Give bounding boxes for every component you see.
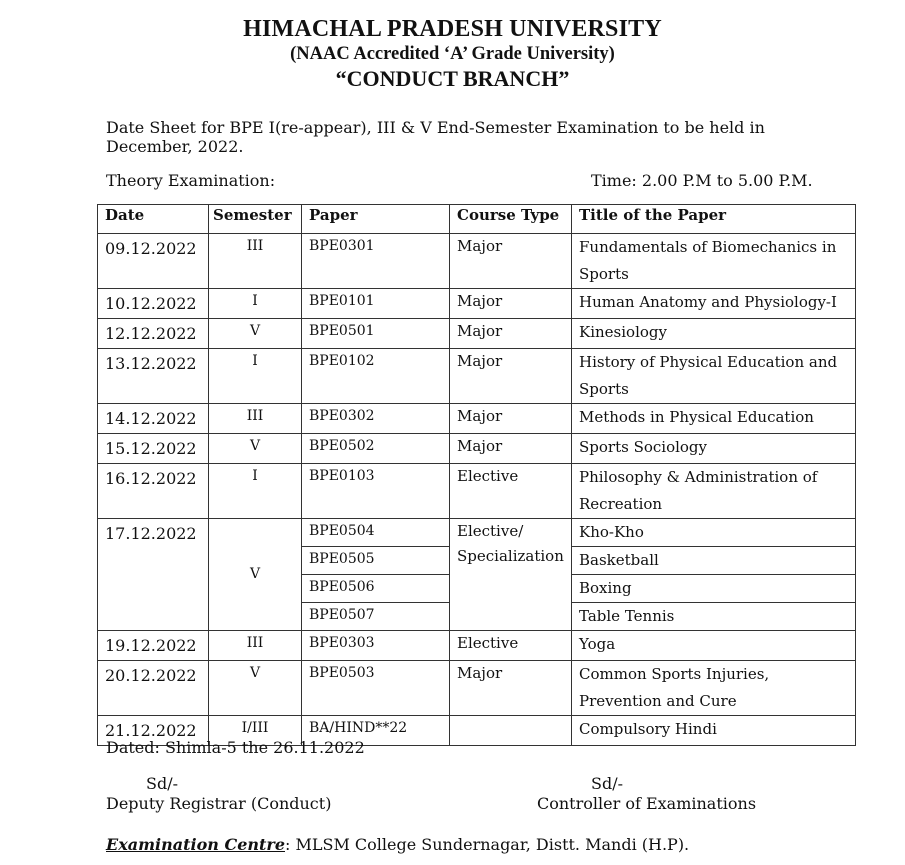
- cell-paper: BA/HIND**22: [302, 716, 450, 746]
- accreditation-line: (NAAC Accredited ‘A’ Grade University): [290, 44, 615, 64]
- course-type-line-1: Elective/: [457, 522, 524, 540]
- cell-course-type: Major: [450, 434, 572, 464]
- cell-paper: BPE0503: [302, 661, 450, 716]
- cell-date: 15.12.2022: [98, 434, 209, 464]
- theory-label: Theory Examination:: [106, 171, 276, 190]
- cell-paper: BPE0102: [302, 349, 450, 404]
- table-row: [98, 289, 856, 319]
- cell-paper: BPE0301: [302, 234, 450, 289]
- cell-semester: V: [209, 434, 302, 464]
- header-title: Title of the Paper: [572, 205, 856, 234]
- cell-date: 10.12.2022: [98, 289, 209, 319]
- cell-semester: I: [209, 464, 302, 519]
- cell-course-type: [450, 519, 572, 631]
- cell-paper: BPE0506: [302, 575, 450, 603]
- cell-date: 16.12.2022: [98, 464, 209, 519]
- cell-course-type: Elective: [450, 464, 572, 519]
- cell-title: Sports Sociology: [572, 434, 856, 464]
- cell-title: Kho-Kho: [572, 519, 856, 547]
- cell-date: 21.12.2022: [98, 716, 209, 746]
- examination-centre-label: Examination Centre: [106, 835, 285, 854]
- cell-paper: BPE0302: [302, 404, 450, 434]
- cell-title: Human Anatomy and Physiology-I: [572, 289, 856, 319]
- intro-line-2: December, 2022.: [106, 137, 244, 156]
- table-row: [98, 464, 856, 519]
- signature-left: Sd/-: [146, 774, 178, 793]
- header-date: Date: [98, 205, 209, 234]
- table-row: [98, 661, 856, 716]
- table-row: [98, 319, 856, 349]
- cell-title: Common Sports Injuries, Prevention and Cure: [572, 661, 856, 716]
- university-title: HIMACHAL PRADESH UNIVERSITY: [243, 16, 662, 42]
- cell-title: Methods in Physical Education: [572, 404, 856, 434]
- cell-course-type: Elective: [450, 631, 572, 661]
- examination-centre: [106, 835, 689, 854]
- cell-title: Boxing: [572, 575, 856, 603]
- table-header-row: [98, 205, 856, 234]
- cell-paper: BPE0103: [302, 464, 450, 519]
- table-row: [98, 234, 856, 289]
- cell-date: 12.12.2022: [98, 319, 209, 349]
- cell-paper: BPE0502: [302, 434, 450, 464]
- deputy-registrar: Deputy Registrar (Conduct): [106, 794, 332, 813]
- cell-date: 13.12.2022: [98, 349, 209, 404]
- cell-title: History of Physical Education and Sports: [572, 349, 856, 404]
- date-sheet-table: [97, 204, 856, 746]
- table-row: [98, 349, 856, 404]
- cell-title: Philosophy & Administration of Recreation: [572, 464, 856, 519]
- cell-date: 19.12.2022: [98, 631, 209, 661]
- table-row: [98, 631, 856, 661]
- cell-paper: BPE0505: [302, 547, 450, 575]
- cell-date: 20.12.2022: [98, 661, 209, 716]
- cell-course-type: Major: [450, 234, 572, 289]
- cell-course-type: [450, 716, 572, 746]
- header-paper: Paper: [302, 205, 450, 234]
- cell-semester: III: [209, 631, 302, 661]
- cell-course-type: Major: [450, 661, 572, 716]
- intro-line-1: Date Sheet for BPE I(re-appear), III & V End-Semester Examination to be held in: [106, 118, 765, 137]
- cell-course-type: Major: [450, 404, 572, 434]
- cell-course-type: Major: [450, 289, 572, 319]
- cell-paper: BPE0101: [302, 289, 450, 319]
- cell-semester: V: [209, 519, 302, 631]
- cell-semester: I: [209, 289, 302, 319]
- cell-semester: V: [209, 661, 302, 716]
- cell-semester: III: [209, 404, 302, 434]
- signature-right: Sd/-: [591, 774, 623, 793]
- table-row: [98, 404, 856, 434]
- cell-paper: BPE0303: [302, 631, 450, 661]
- cell-title: Kinesiology: [572, 319, 856, 349]
- cell-semester: I/III: [209, 716, 302, 746]
- exam-time: Time: 2.00 P.M to 5.00 P.M.: [591, 171, 813, 190]
- cell-title: Fundamentals of Biomechanics in Sports: [572, 234, 856, 289]
- table-row: [98, 434, 856, 464]
- controller-of-examinations: Controller of Examinations: [537, 794, 757, 813]
- cell-course-type: Major: [450, 319, 572, 349]
- cell-semester: III: [209, 234, 302, 289]
- examination-centre-value: : MLSM College Sundernagar, Distt. Mandi (H.P).: [285, 835, 690, 854]
- cell-title: Yoga: [572, 631, 856, 661]
- cell-title: Table Tennis: [572, 603, 856, 631]
- cell-semester: I: [209, 349, 302, 404]
- cell-date: 17.12.2022: [98, 519, 209, 631]
- course-type-line-2: Specialization: [457, 547, 564, 565]
- dated-line: Dated: Shimla-5 the 26.11.2022: [106, 738, 365, 757]
- cell-paper: BPE0501: [302, 319, 450, 349]
- cell-semester: V: [209, 319, 302, 349]
- cell-date: 14.12.2022: [98, 404, 209, 434]
- cell-paper: BPE0504: [302, 519, 450, 547]
- cell-title: Compulsory Hindi: [572, 716, 856, 746]
- cell-title: Basketball: [572, 547, 856, 575]
- table-row: [98, 519, 856, 547]
- cell-paper: BPE0507: [302, 603, 450, 631]
- header-course-type: Course Type: [450, 205, 572, 234]
- branch-title: “CONDUCT BRANCH”: [335, 66, 570, 91]
- cell-course-type: Major: [450, 349, 572, 404]
- cell-date: 09.12.2022: [98, 234, 209, 289]
- header-semester: Semester: [209, 205, 302, 234]
